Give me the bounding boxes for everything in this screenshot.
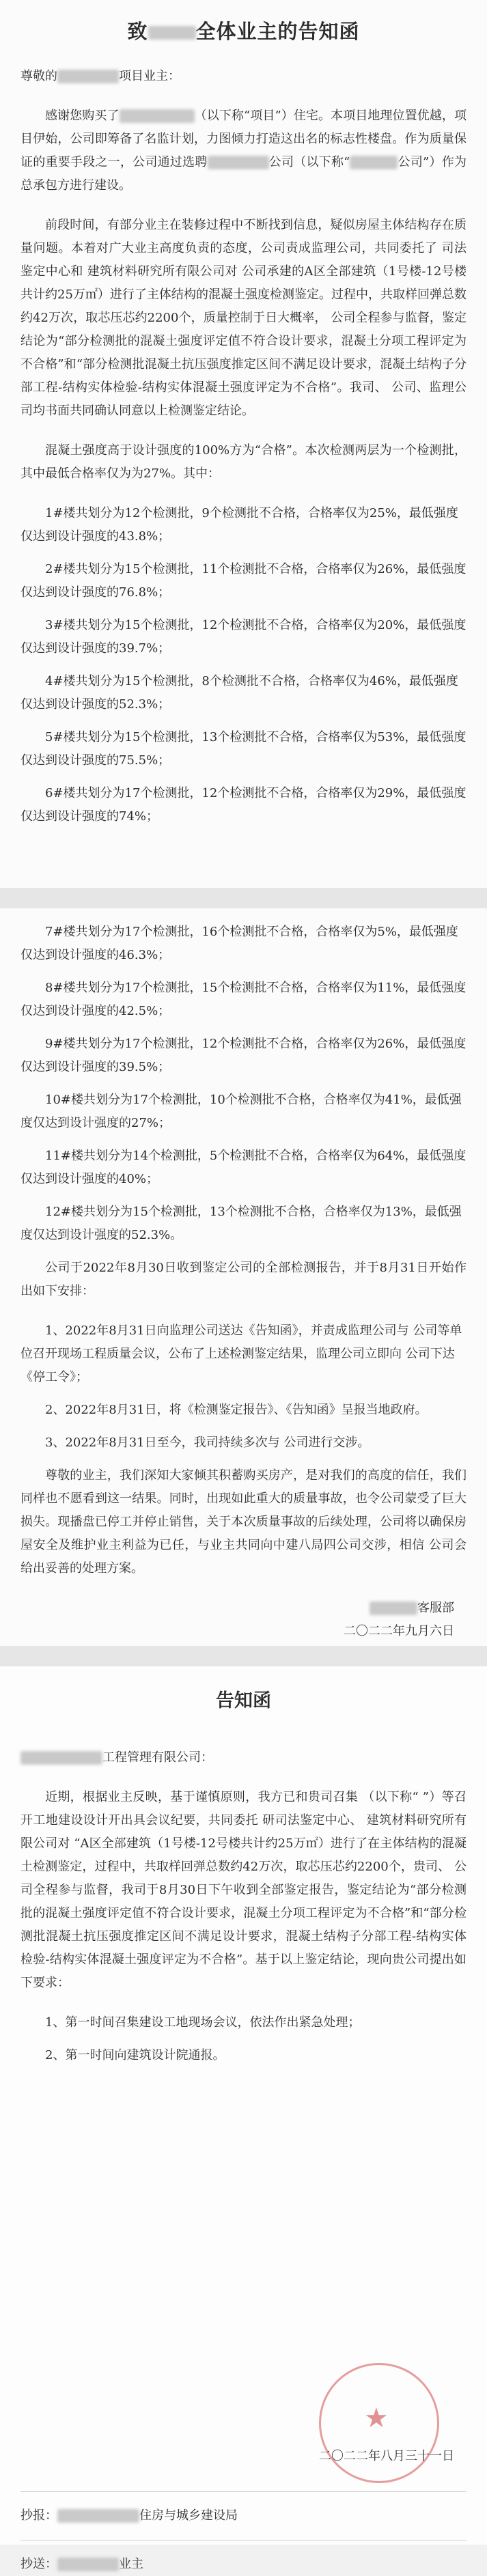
requirement-item: 1、第一时间召集建设工地现场会议，依法作出紧急处理； [45,2015,361,2030]
arrangement-item: 3、2022年8月31日至今，我司持续多次与 公司进行交涉。 [45,1436,370,1450]
salutation: 尊敬的 项目业主： [20,69,180,83]
arrangement-item: 2、2022年8月31日，将《检测鉴定报告》、《告知函》呈报当地政府。 [45,1403,428,1417]
redacted-name [148,26,196,40]
result-item: 12#楼共划分为15个检测批，13个检测批不合格，合格率仅为13%，最低强度仅达到设计强度的52.3%。 [20,1205,462,1242]
cc-report: 抄报： 住房与城乡建设局 [20,2508,238,2523]
result-item: 10#楼共划分为17个检测批，10个检测批不合格，合格率仅为41%，最低强度仅达到设计强度的27%； [20,1093,462,1130]
result-item: 7#楼共划分为17个检测批，16个检测批不合格，合格率仅为5%，最低强度仅达到设计强度的46.3%； [20,925,458,962]
arrangement-intro: 公司于2022年8月30日收到鉴定公司的全部检测报告，并于8月31日开始作出如下安排： [20,1261,467,1298]
results-list-1 [20,502,467,828]
result-item: 2#楼共划分为15个检测批，11个检测批不合格，合格率仅为26%，最低强度仅达到设计强度的76.8%； [20,562,467,600]
signature-dept: 客服部 [20,1597,467,1620]
result-item: 4#楼共划分为15个检测批，8个检测批不合格，合格率仅为46%，最低强度仅达到设计强度的52.3%； [20,674,458,712]
divider [20,2491,467,2492]
letter-page-1 [0,0,487,888]
seal-star-icon: ★ [364,2403,389,2434]
page-divider [0,1646,487,1666]
signature-date: 二〇二二年九月六日 [344,1624,454,1638]
arrangement-item: 1、2022年8月31日向监理公司送达《告知函》，并责成监理公司与 公司等单位召开现场工程质量会议，公布了上述检测鉴定结果，监理公司立即向 公司下达《停工令》； [20,1324,462,1384]
results-list-2 [20,921,467,1247]
cc-section [20,2479,467,2576]
letter-page-2 [0,908,487,1646]
result-item: 1#楼共划分为12个检测批，9个检测批不合格，合格率仅为25%，最低强度仅达到设计强度的43.8%； [20,506,458,544]
result-item: 8#楼共划分为17个检测批，15个检测批不合格，合格率仅为11%，最低强度仅达到设计强度的42.5%； [20,981,467,1018]
notice-letter [0,1666,487,2571]
notice-body: 近期，根据业主反映，基于谨慎原则，我方已和贵司召集 （以下称“ ”）等召开工地建设设计开出具会议纪要，共同委托 研司法鉴定中心、 建筑材料研究所有限公司对 “A区全部建筑（1号楼-12号楼共计约25万㎡）进行了在主体结构的混凝土检测鉴定，过程中，共取样回弹总数约42万次，取芯压芯约2200个，贵司、 公司全程参与监督，我司于8月30日下午收到全部鉴定报告，鉴定结论为“部分检测批的混凝土强度评定值不符合设计要求，混凝土分项工程评定为不合格”和“部分检测批混凝土抗压强度推定区间不满足设计要求，混凝土结构子分部工程-结构实体检验-结构实体混凝土强度评定为不合格”。基于以上鉴定结论，现向贵公司提出如下要求： [20,1790,467,1990]
result-item: 11#楼共划分为14个检测批，5个检测批不合格，合格率仅为64%，最低强度仅达到设计强度的40%； [20,1149,467,1186]
notice-recipient: 工程管理有限公司： [20,1746,467,1769]
result-item: 5#楼共划分为15个检测批，13个检测批不合格，合格率仅为53%，最低强度仅达到设计强度的75.5%； [20,730,467,768]
result-item: 6#楼共划分为17个检测批，12个检测批不合格，合格率仅为29%，最低强度仅达到设计强度的74%； [20,786,467,824]
notice-title: 告知函 [216,1690,271,1711]
requirement-item: 2、第一时间向建筑设计院通报。 [45,2048,225,2062]
intro-paragraph: 感谢您购买了 （以下称“项目”）住宅。本项目地理位置优越，项目伊始，公司即筹备了名监计划，力图倾力打造这出名的标志性楼盘。作为质量保证的重要手段之一，公司通过选聘 公司（以下称“ 公司”）作为总承包方进行建设。 [20,109,467,193]
result-item: 3#楼共划分为15个检测批，12个检测批不合格，合格率仅为20%，最低强度仅达到设计强度的39.7%； [20,618,467,656]
background-paragraph: 前段时间，有部分业主在装修过程中不断找到信息，疑似房屋主体结构存在质量问题。本着对广大业主高度负责的态度，公司责成监理公司，共同委托了 司法鉴定中心和 建筑材料研究所有限公司对 公司承建的A区全部建筑（1号楼-12号楼共计约25万㎡）进行了主体结构的混凝土强度检测鉴定。过程中，共取样回弹总数约42万次，取芯压芯约2200个，质量控制于日大概率， 公司全程参与监督，鉴定结论为“部分检测批的混凝土强度评定值不符合设计要求，混凝土分项工程评定为不合格”和“部分检测批混凝土抗压强度推定区间不满足设计要求，混凝土结构子分部工程-结构实体检验-结构实体混凝土强度评定为不合格”。我司、 公司、监理公司均书面共同确认同意以上检测鉴定结论。 [20,218,467,418]
cc-send: 抄送： 业主 [20,2557,143,2571]
letter-title: 致 全体业主的告知函 [127,20,360,43]
result-item: 9#楼共划分为17个检测批，12个检测批不合格，合格率仅为26%，最低强度仅达到设计强度的39.5%； [20,1037,467,1074]
closing-paragraph: 尊敬的业主，我们深知大家倾其积蓄购买房产，是对我们的高度的信任，我们同样也不愿看到这一结果。同时，出现如此重大的质量事故，也令公司蒙受了巨大损失。现播盘已停工并停止销售，关于本次质量事故的后续处理，公司将以确保房屋安全及维护业主利益为已任，与业主共同向中建八局四公司交涉，相信 公司会给出妥善的处理方案。 [20,1468,467,1576]
summary-paragraph: 混凝土强度高于设计强度的100%方为“合格”。本次检测两层为一个检测批，其中最低合格率仅为为27%。其中： [20,443,467,481]
page-divider [0,888,487,908]
notice-date: 二〇二二年八月三十一日 [319,2449,454,2463]
